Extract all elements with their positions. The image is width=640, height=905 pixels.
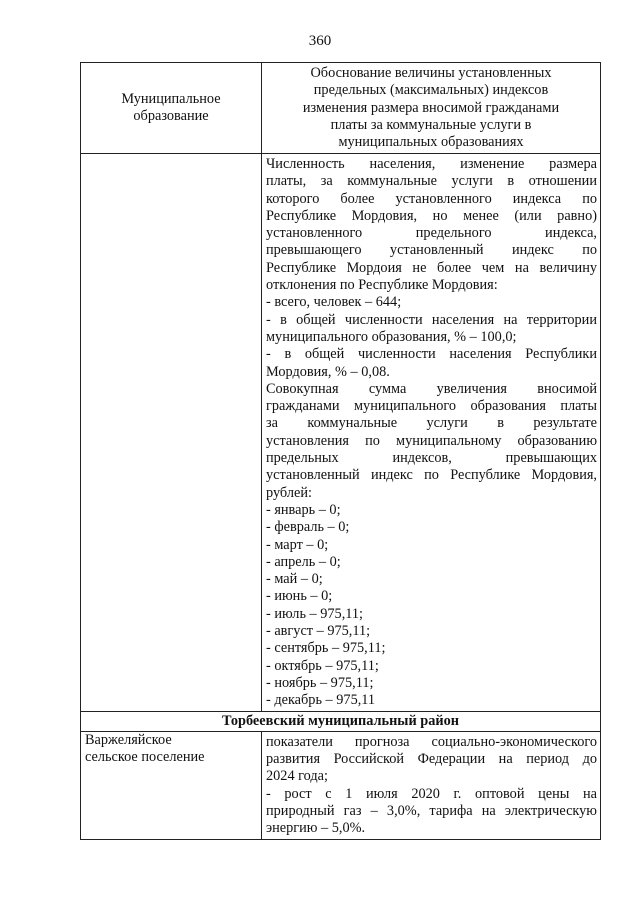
row1-text-line: - июнь – 0;	[266, 588, 333, 605]
header-justification-line: изменения размера вносимой гражданами	[302, 99, 560, 116]
row1-text-line: установленного предельного индекса,	[266, 225, 597, 242]
row2-text-line: показатели прогноза социально-экономического	[266, 733, 597, 750]
row1-text-line: Мордовия, % – 0,08.	[266, 363, 390, 380]
row2-municipality-line1: Варжеляйское	[85, 731, 172, 748]
row1-text-line: - январь – 0;	[266, 501, 341, 518]
row1-justification-cell	[262, 154, 601, 712]
header-municipality-cell	[81, 63, 262, 154]
row1-text-line: Совокупная сумма увеличения вносимой	[266, 380, 597, 397]
row2-text-line: развития Российской Федерации на период до	[266, 751, 597, 768]
row1-text-line: муниципального образования, % – 100,0;	[266, 328, 517, 345]
header-justification-line: муниципальных образованиях	[338, 134, 524, 151]
header-municipality-line2: образование	[133, 108, 209, 124]
row1-text-line: Численность населения, изменение размера	[266, 156, 597, 172]
district-title: Торбеевский муниципальный район	[81, 711, 601, 731]
row1-text-line: Республике Мордоия не более чем на величину	[266, 259, 597, 276]
row2-text-line: - рост с 1 июля 2020 г. оптовой цены на	[266, 785, 597, 802]
row1-text-line: - декабрь – 975,11	[266, 692, 376, 709]
row2-justification-cell	[262, 731, 601, 839]
table-header-row	[81, 63, 601, 154]
justification-table	[80, 62, 601, 840]
row1-text-line: - ноябрь – 975,11;	[266, 674, 374, 691]
row1-text-line: Республике Мордовия, но менее (или равно)	[266, 207, 597, 224]
row1-text-line: превышающего установленный индекс по	[266, 242, 597, 259]
header-municipality-line1: Муниципальное	[121, 90, 221, 107]
row1-text-line: предельных индексов, превышающих	[266, 450, 597, 467]
row1-text-line: - август – 975,11;	[266, 623, 371, 640]
header-justification-cell	[262, 63, 601, 154]
row1-text-line: платы, за коммунальные услуги в отношении	[266, 173, 597, 190]
row1-text-line: установленный индекс по Республике Мордовия,	[266, 467, 597, 484]
row1-text-line: - февраль – 0;	[266, 519, 350, 536]
row1-text-line: - сентябрь – 975,11;	[266, 640, 386, 657]
row1-text-line: установления по муниципальному образованию	[266, 432, 597, 449]
row1-text-line: рублей:	[266, 484, 312, 501]
header-justification-line: Обоснование величины установленных	[310, 65, 552, 81]
district-row	[81, 711, 601, 731]
row1-text-line: - май – 0;	[266, 571, 323, 588]
row1-text-line: - октябрь – 975,11;	[266, 657, 379, 674]
row2-justification-text	[266, 734, 597, 838]
header-justification-line: платы за коммунальные услуги в	[330, 116, 532, 133]
row1-text-line: отклонения по Республике Мордовия:	[266, 277, 498, 294]
row2-municipality-line2: сельское поселение	[85, 749, 205, 766]
row1-text-line: - в общей численности населения на территории	[266, 311, 597, 328]
row2-municipality-cell	[81, 731, 262, 839]
row1-text-line: гражданами муниципального образования платы	[266, 398, 597, 415]
row1-text-line: - в общей численности населения Республики	[266, 346, 597, 363]
row1-text-line: за коммунальные услуги в результате	[266, 415, 597, 432]
row1-text-line: - июль – 975,11;	[266, 605, 364, 622]
row1-justification-text	[266, 156, 597, 710]
table-row	[81, 731, 601, 839]
row1-municipality-cell	[81, 154, 262, 712]
row1-text-line: - апрель – 0;	[266, 553, 341, 570]
row1-text-line: - март – 0;	[266, 536, 329, 553]
table-row	[81, 154, 601, 712]
row1-text-line: которого более установленного индекса по	[266, 190, 597, 207]
header-justification-line: предельных (максимальных) индексов	[313, 82, 549, 99]
row1-text-line: - всего, человек – 644;	[266, 294, 402, 311]
row2-text-line: природный газ – 3,0%, тарифа на электрическую	[266, 802, 597, 819]
row2-text-line: энергию – 5,0%.	[266, 820, 366, 837]
row2-text-line: 2024 года;	[266, 768, 329, 785]
page-number: 360	[308, 33, 332, 49]
